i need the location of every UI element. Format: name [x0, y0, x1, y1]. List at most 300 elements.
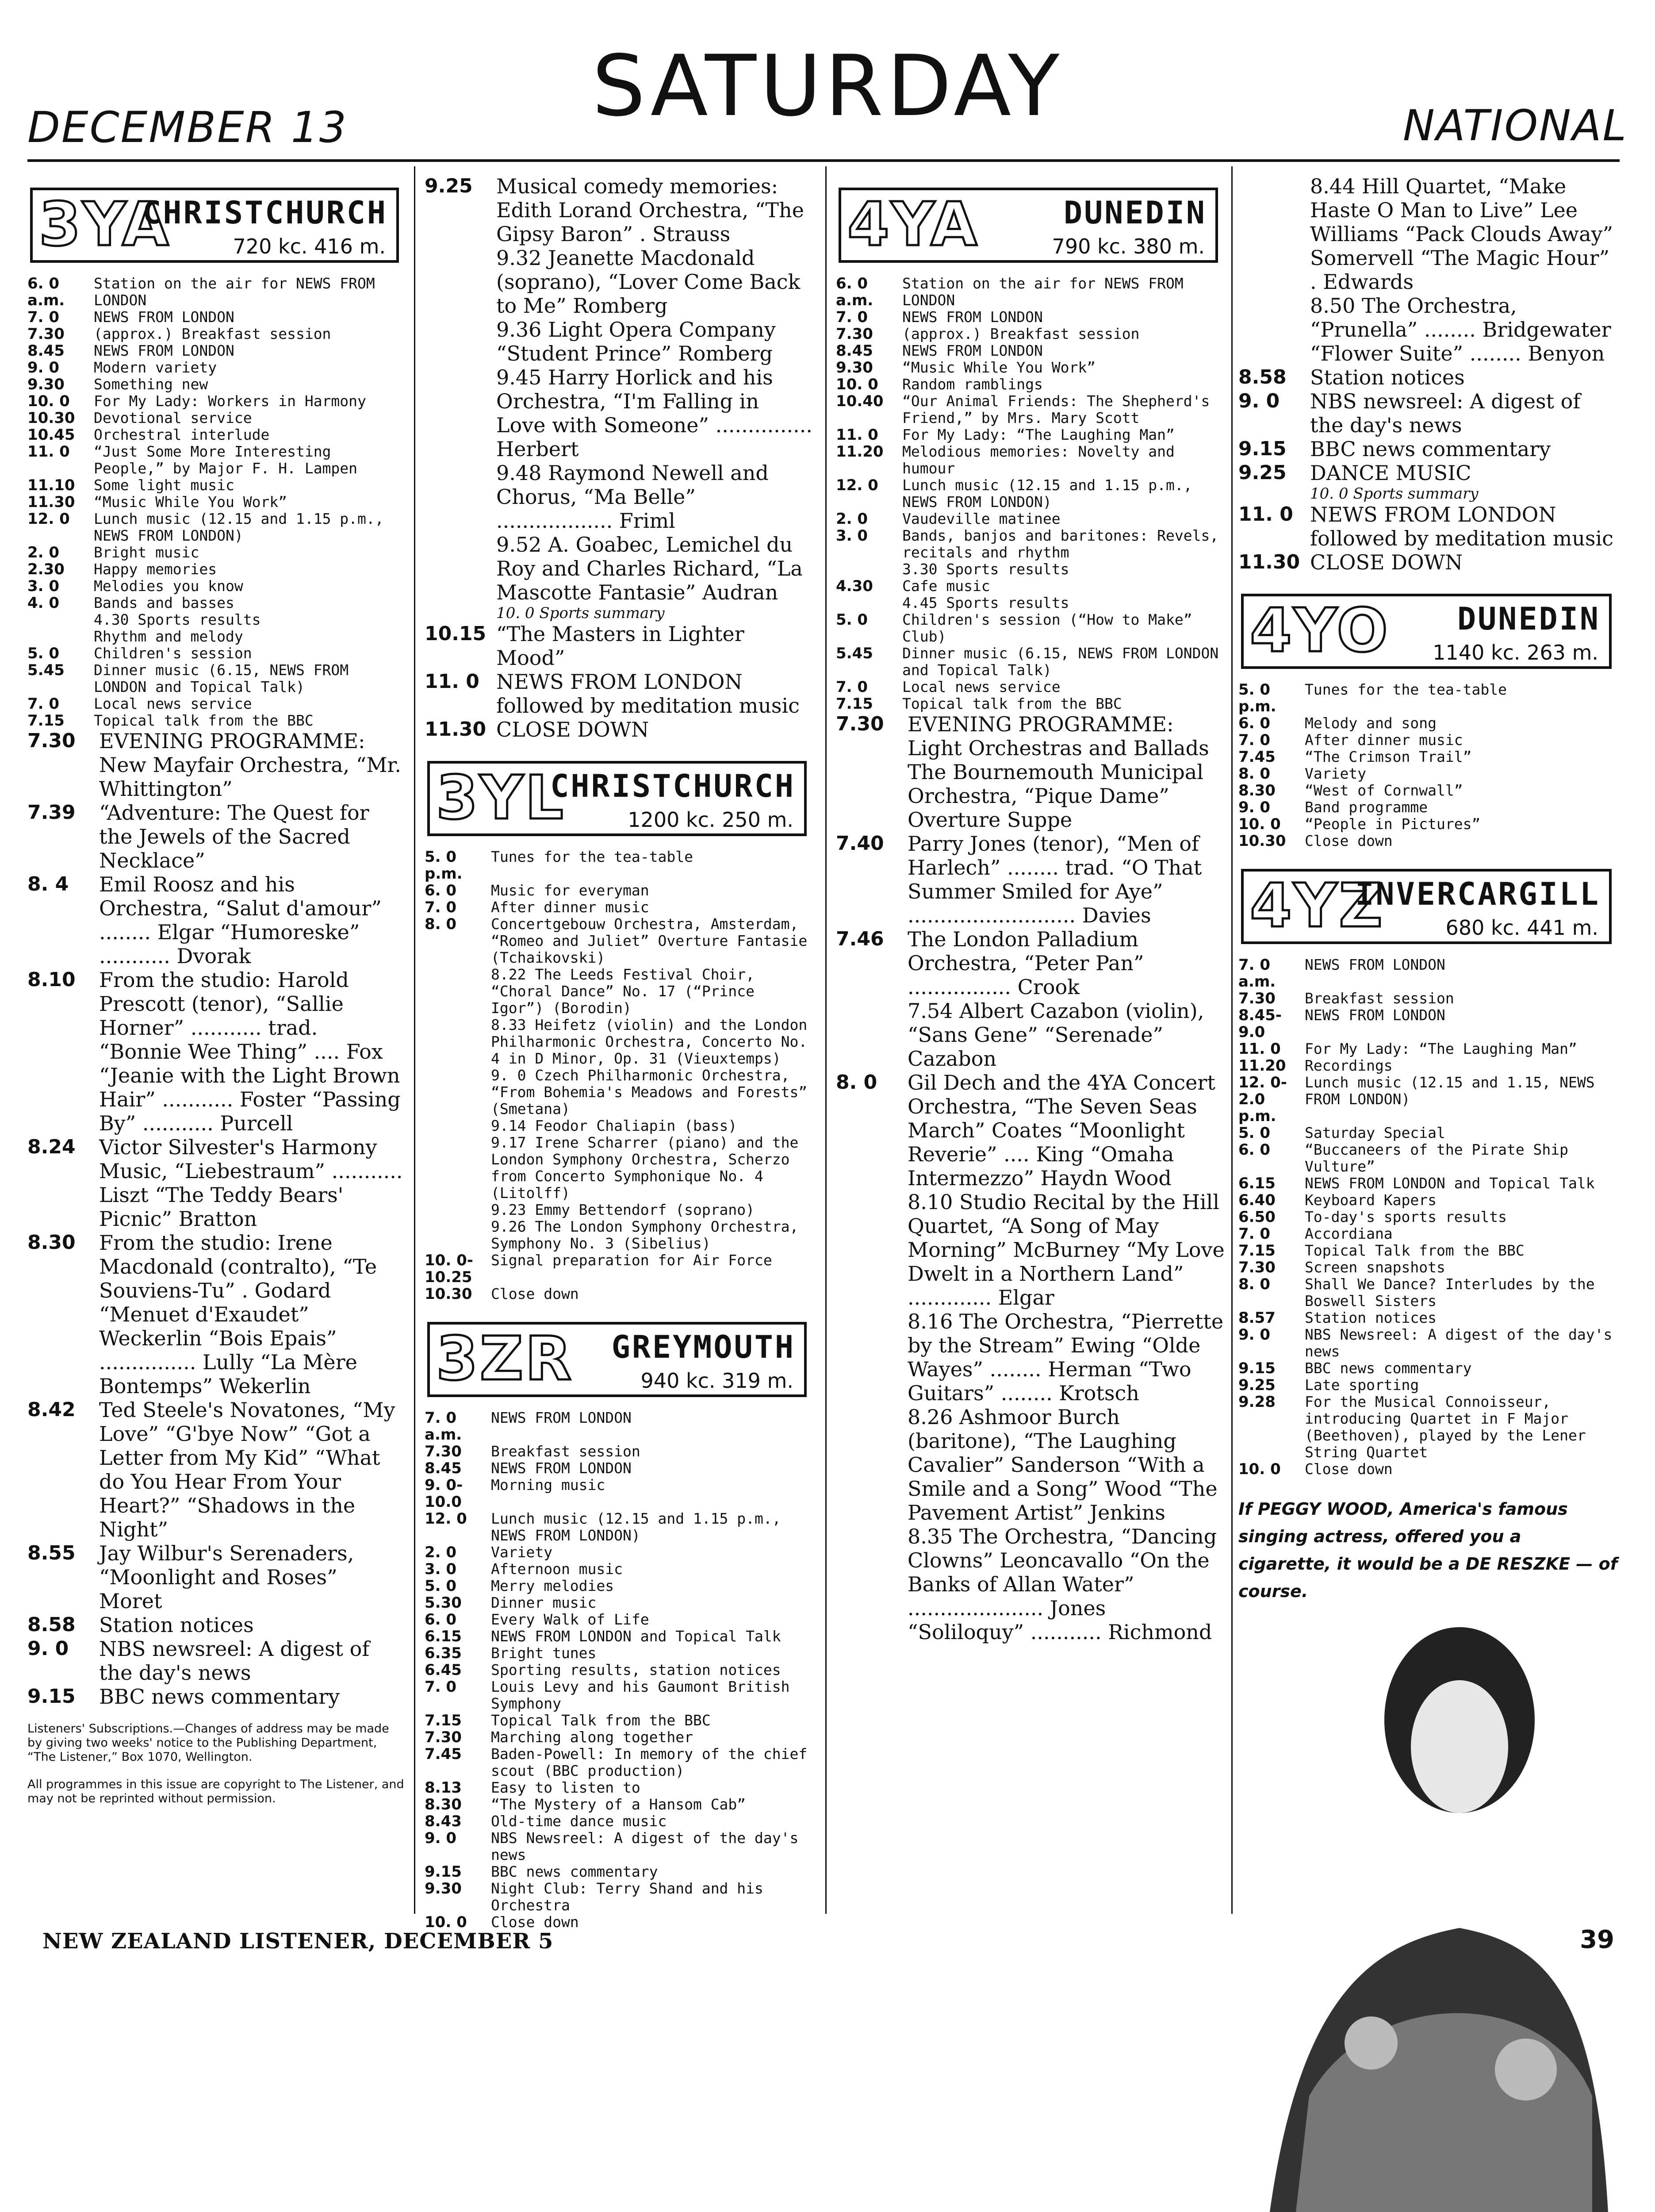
entry-text: Screen snapshots — [1305, 1259, 1445, 1276]
entry-time — [27, 628, 94, 645]
entry-text: For My Lady: “The Laughing Man” — [1305, 1040, 1577, 1057]
column-1 — [27, 168, 406, 1920]
programme-entry — [1238, 799, 1619, 816]
entry-text: Rhythm and melody — [94, 628, 243, 645]
entry-time: 7. 0 — [836, 308, 868, 326]
entry-time: 7.15 — [836, 695, 873, 713]
entry-text: To-day's sports results — [1305, 1208, 1507, 1225]
entry-text: Topical Talk from the BBC — [1305, 1242, 1525, 1259]
entry-time: 10. 0 — [1238, 1460, 1281, 1478]
entry-time — [425, 1067, 491, 1118]
station-frequency: 940 kc. 319 m. — [640, 1369, 793, 1393]
programme-entry — [27, 611, 406, 628]
programme-entry — [425, 882, 814, 899]
entry-text: NEWS FROM LONDON — [902, 342, 1043, 359]
entry-time: 7. 0 — [425, 1678, 457, 1696]
entry-time — [836, 561, 902, 578]
entry-time — [1238, 174, 1310, 294]
entry-time: 7.39 — [27, 801, 76, 824]
entry-text: Breakfast session — [1305, 990, 1454, 1007]
late-programme — [425, 622, 814, 741]
entry-time: 6.50 — [1238, 1208, 1276, 1226]
entry-time: 8.30 — [1238, 782, 1276, 799]
entry-text: Saturday Special — [1305, 1124, 1445, 1141]
entry-text: Late sporting — [1305, 1376, 1419, 1394]
programme-entry — [425, 1510, 814, 1544]
programme-entry — [836, 561, 1225, 578]
station-box-4yz — [1241, 869, 1612, 944]
entry-time: 2. 0 — [27, 544, 60, 561]
header-date: DECEMBER 13 — [27, 103, 348, 152]
schedule-list — [1238, 681, 1619, 849]
entry-time: 9.15 — [27, 1685, 76, 1708]
programme-entry — [836, 511, 1225, 527]
entry-time: 8.13 — [425, 1779, 462, 1797]
programme-entry — [1238, 1394, 1619, 1461]
programme-entry — [27, 712, 406, 729]
programme-entry — [27, 393, 406, 410]
entry-text: Station on the air for NEWS FROM LONDON — [94, 275, 375, 309]
entry-text: NEWS FROM LONDON — [491, 1409, 632, 1426]
programme-entry — [836, 645, 1225, 679]
entry-text: From the studio: Irene Macdonald (contralto), “Te Souviens-Tu” . Godard “Menuet d'Exaudet” Weckerlin “Bois Epais” ............... Lully “La Mère Bontemps” Wekerlin — [99, 1231, 377, 1398]
station-box-3zr — [427, 1322, 807, 1397]
entry-text: Variety — [491, 1544, 553, 1561]
entry-time: 7.40 — [836, 832, 884, 855]
entry-text: Louis Levy and his Gaumont British Symphony — [491, 1678, 790, 1712]
programme-entry — [1238, 1057, 1619, 1074]
entry-time: 9.25 — [1238, 461, 1287, 484]
entry-time: 8.45 — [27, 342, 65, 360]
entry-time: 9.15 — [425, 1863, 462, 1881]
entry-text: NEWS FROM LONDON followed by meditation music — [1310, 503, 1613, 550]
entry-text: Accordiana — [1305, 1225, 1393, 1242]
programme-entry — [27, 477, 406, 494]
programme-entry — [836, 578, 1225, 595]
programme-entry — [27, 1637, 406, 1685]
programme-entry — [836, 1310, 1225, 1405]
programme-entry — [836, 527, 1225, 561]
programme-entry — [1238, 1041, 1619, 1057]
entry-text: Music for everyman — [491, 882, 649, 899]
entry-text: Musical comedy memories: Edith Lorand Orchestra, “The Gipsy Baron” . Strauss — [496, 174, 804, 246]
programme-entry — [425, 1594, 814, 1611]
entry-text: Close down — [491, 1913, 579, 1931]
programme-entry — [1238, 990, 1619, 1007]
entry-time: 7. 0 — [27, 308, 60, 326]
station-box-3ya — [30, 188, 399, 263]
programme-entry — [425, 1830, 814, 1863]
programme-entry — [836, 1525, 1225, 1644]
programme-entry — [425, 461, 814, 533]
entry-text: 9.45 Harry Horlick and his Orchestra, “I'm Falling in Love with Someone” ............... Herbert — [496, 365, 812, 461]
station-box-4yo — [1241, 594, 1612, 669]
schedule-list — [836, 275, 1225, 712]
entry-text: Gil Dech and the 4YA Concert Orchestra, “The Seven Seas March” Coates “Moonlight Reverie” .... King “Omaha Intermezzo” Haydn Wood — [908, 1071, 1215, 1190]
entry-text: Station on the air for NEWS FROM LONDON — [902, 275, 1184, 309]
entry-time — [27, 611, 94, 628]
entry-text: Bands and basses — [94, 594, 234, 611]
programme-entry — [425, 1218, 814, 1252]
entry-time: 9. 0 — [1238, 390, 1280, 412]
entry-text: NBS Newsreel: A digest of the day's news — [1305, 1326, 1613, 1360]
entry-time: 6. 0 — [1238, 714, 1271, 732]
programme-entry — [425, 318, 814, 365]
programme-entry — [27, 443, 406, 477]
entry-time: 6.15 — [1238, 1175, 1276, 1192]
programme-entry — [27, 1541, 406, 1613]
entry-text: Melodies you know — [94, 577, 243, 595]
entry-time: 9.25 — [1238, 1376, 1276, 1394]
entry-text: NEWS FROM LONDON — [94, 342, 234, 359]
entry-text: Recordings — [1305, 1057, 1393, 1074]
programme-entry — [1238, 1276, 1619, 1310]
entry-time: 7. 0 — [27, 695, 60, 713]
entry-text: NEWS FROM LONDON — [902, 308, 1043, 326]
programme-entry — [1238, 461, 1619, 485]
entry-text: Shall We Dance? Interludes by the Boswell Sisters — [1305, 1275, 1595, 1310]
programme-entry — [27, 359, 406, 376]
entry-time — [836, 1525, 908, 1644]
programme-entry — [836, 611, 1225, 645]
programme-entry — [425, 1544, 814, 1561]
programme-entry — [836, 712, 1225, 832]
entry-time: 7.46 — [836, 928, 884, 950]
entry-text: DANCE MUSIC — [1310, 461, 1471, 485]
programme-entry — [425, 1729, 814, 1746]
programme-entry — [27, 872, 406, 968]
programme-entry — [27, 968, 406, 1135]
column-divider — [414, 166, 415, 1914]
station-city: INVERCARGILL — [1355, 876, 1600, 912]
programme-entry — [1238, 1125, 1619, 1141]
station-call: 3ZR — [436, 1324, 573, 1394]
entry-text: Variety — [1305, 765, 1367, 782]
header-rule — [27, 159, 1620, 162]
entry-time: 7.15 — [425, 1712, 462, 1729]
entry-text: NBS newsreel: A digest of the day's news — [99, 1637, 370, 1685]
programme-entry — [1238, 833, 1619, 849]
entry-text: Children's session (“How to Make” Club) — [902, 611, 1192, 645]
programme-entry — [1238, 1141, 1619, 1175]
entry-text: Close down — [1305, 1460, 1393, 1478]
advertisement-portrait-image — [1238, 1609, 1610, 2212]
entry-time: 3. 0 — [27, 577, 60, 595]
entry-time: 7.30 — [27, 730, 76, 752]
entry-time: 9. 0 — [425, 1829, 457, 1847]
programme-entry — [27, 729, 406, 801]
programme-entry — [425, 533, 814, 604]
entry-time — [425, 318, 496, 365]
entry-text: BBC news commentary — [1305, 1359, 1472, 1377]
subscription-notice: Listeners' Subscriptions.—Changes of address may be made by giving two weeks' notice to the Publishing Department, “The Listener,” Box 1070, Wellington. — [27, 1722, 389, 1764]
programme-entry — [425, 1712, 814, 1729]
entry-time: 4.30 — [836, 577, 873, 595]
entry-time: 10.40 — [836, 392, 884, 410]
entry-text: Breakfast session — [491, 1443, 640, 1460]
entry-text: Afternoon music — [491, 1560, 623, 1578]
entry-text: Lunch music (12.15 and 1.15 p.m., NEWS FROM LONDON) — [94, 510, 384, 544]
programme-entry — [27, 578, 406, 595]
entry-text: 8.35 The Orchestra, “Dancing Clowns” Leoncavallo “On the Banks of Allan Water” ..................... Jones “Soliloquy” ........... Richmond — [908, 1525, 1217, 1644]
entry-time: 8.42 — [27, 1398, 76, 1421]
entry-time: 11.20 — [836, 443, 884, 461]
entry-text: Station notices — [1305, 1309, 1437, 1326]
programme-entry — [1238, 816, 1619, 833]
entry-text: Local news service — [902, 678, 1061, 695]
entry-text: NBS Newsreel: A digest of the day's news — [491, 1829, 799, 1863]
entry-text: After dinner music — [491, 899, 649, 916]
entry-time: 2.30 — [27, 561, 65, 578]
entry-text: NEWS FROM LONDON and Topical Talk — [1305, 1175, 1595, 1192]
late-programme — [1238, 503, 1619, 574]
entry-time: 9.30 — [27, 376, 65, 393]
entry-time: 8. 0 — [836, 1071, 877, 1094]
entry-time: 11. 0 — [425, 670, 479, 693]
programme-entry — [1238, 365, 1619, 389]
entry-text: Signal preparation for Air Force — [491, 1252, 772, 1269]
programme-entry — [836, 309, 1225, 326]
column-3 — [836, 168, 1225, 1920]
entry-text: Station notices — [99, 1613, 254, 1637]
entry-text: Marching along together — [491, 1728, 693, 1746]
programme-entry — [425, 1796, 814, 1813]
sports-summary: 10. 0 Sports summary — [1310, 485, 1479, 503]
entry-text: BBC news commentary — [99, 1685, 340, 1709]
entry-time — [425, 1017, 491, 1067]
entry-text: 9.14 Feodor Chaliapin (bass) — [491, 1117, 737, 1134]
entry-text: Devotional service — [94, 409, 252, 426]
entry-time: 9.30 — [425, 1880, 462, 1897]
programme-entry — [836, 1405, 1225, 1525]
programme-entry — [425, 1813, 814, 1830]
station-box-4ya — [839, 188, 1218, 263]
entry-text: 8.22 The Leeds Festival Choir, “Choral Dance” No. 17 (“Prince Igor”) (Borodin) — [491, 966, 755, 1017]
entry-text: Close down — [491, 1285, 579, 1302]
entry-time: 8. 4 — [27, 873, 69, 895]
entry-time: 10.30 — [425, 1285, 472, 1303]
entry-time: 8.45-9.0 — [1238, 1006, 1282, 1041]
entry-text: 3.30 Sports results — [902, 561, 1069, 578]
programme-entry — [1238, 1360, 1619, 1377]
entry-text: 9.36 Light Opera Company “Student Prince” Romberg — [496, 318, 776, 365]
entry-time: 9.15 — [1238, 438, 1287, 460]
entry-text: BBC news commentary — [491, 1863, 658, 1880]
entry-time: 6.35 — [425, 1644, 462, 1662]
station-city: CHRISTCHURCH — [142, 195, 387, 231]
programme-entry — [1238, 1192, 1619, 1209]
entry-time — [836, 1190, 908, 1310]
programme-entry — [425, 1409, 814, 1443]
entry-time: 10.15 — [425, 622, 487, 645]
entry-time: 8.10 — [27, 968, 76, 991]
programme-entry — [425, 718, 814, 741]
programme-entry — [1238, 749, 1619, 765]
station-call: 3YA — [39, 190, 171, 260]
programme-entry — [1238, 1242, 1619, 1259]
programme-entry — [425, 365, 814, 461]
entry-text: Emil Roosz and his Orchestra, “Salut d'amour” ........ Elgar “Humoreske” ........... Dvorak — [99, 872, 382, 968]
programme-entry — [1238, 956, 1619, 990]
entry-time: 9.15 — [1238, 1359, 1276, 1377]
entry-time: 10.45 — [27, 426, 75, 444]
entry-text: For My Lady: Workers in Harmony — [94, 392, 366, 410]
entry-text: Orchestral interlude — [94, 426, 270, 443]
entry-text: 8.33 Heifetz (violin) and the London Philharmonic Orchestra, Concerto No. 4 in D Minor, Op. 31 (Vieuxtemps) — [491, 1016, 808, 1067]
programme-entry — [425, 1067, 814, 1118]
station-city: DUNEDIN — [1063, 195, 1207, 231]
station-city: DUNEDIN — [1457, 601, 1600, 637]
entry-time: 11.30 — [1238, 551, 1300, 573]
programme-entry — [1238, 294, 1619, 365]
programme-entry — [425, 1202, 814, 1218]
entry-time — [836, 1405, 908, 1525]
programme-entry — [27, 695, 406, 712]
entry-text: Dinner music — [491, 1594, 597, 1611]
programme-entry — [836, 927, 1225, 999]
entry-text: CLOSE DOWN — [496, 718, 649, 741]
entry-time: 6.40 — [1238, 1191, 1276, 1209]
header-network: NATIONAL — [1403, 101, 1628, 150]
entry-time — [425, 365, 496, 461]
entry-time: 2. 0 — [425, 1544, 457, 1561]
entry-text: “The Masters in Lighter Mood” — [496, 622, 744, 670]
footer-publication: NEW ZEALAND LISTENER, DECEMBER 5 — [42, 1929, 554, 1954]
entry-time: 6. 0 — [1238, 1141, 1271, 1159]
programme-entry — [1238, 437, 1619, 461]
entry-text: NEWS FROM LONDON — [491, 1459, 632, 1477]
programme-entry — [27, 628, 406, 645]
station-city: CHRISTCHURCH — [550, 768, 795, 804]
programme-entry — [425, 1460, 814, 1477]
entry-text: “People in Pictures” — [1305, 815, 1481, 833]
programme-entry — [1238, 1259, 1619, 1276]
entry-text: Topical Talk from the BBC — [491, 1712, 711, 1729]
programme-entry — [836, 595, 1225, 611]
entry-text: Random ramblings — [902, 376, 1043, 393]
entry-text: Topical talk from the BBC — [902, 695, 1122, 712]
entry-time: 8. 0 — [1238, 765, 1271, 783]
programme-entry — [1238, 732, 1619, 749]
entry-text: For My Lady: “The Laughing Man” — [902, 426, 1175, 443]
entry-text: Lunch music (12.15 and 1.15 p.m., NEWS FROM LONDON) — [902, 476, 1192, 511]
programme-entry — [1238, 782, 1619, 799]
entry-text: Close down — [1305, 832, 1393, 849]
entry-text: “Just Some More Interesting People,” by Major F. H. Lampen — [94, 443, 358, 477]
programme-entry — [425, 1914, 814, 1931]
entry-text: Keyboard Kapers — [1305, 1191, 1437, 1209]
entry-time — [425, 461, 496, 533]
entry-text: Melodious memories: Novelty and humour — [902, 443, 1175, 477]
entry-text: Bands, banjos and baritones: Revels, recitals and rhythm — [902, 527, 1219, 561]
entry-time: 6. 0 — [425, 882, 457, 899]
entry-text: Tunes for the tea-table — [491, 848, 693, 865]
entry-time — [425, 1134, 491, 1202]
entry-text: “Music While You Work” — [94, 493, 287, 511]
entry-time: 11. 0 — [836, 426, 878, 444]
programme-entry — [425, 1561, 814, 1578]
entry-time: 7. 0 — [425, 899, 457, 916]
entry-text: Topical talk from the BBC — [94, 712, 314, 729]
entry-time: 10. 0 — [836, 376, 878, 393]
entry-time: 6. 0 — [425, 1611, 457, 1628]
programme-entry — [425, 1578, 814, 1594]
entry-text: Some light music — [94, 476, 234, 494]
entry-text: NEWS FROM LONDON — [1305, 956, 1445, 973]
programme-entry — [425, 1678, 814, 1712]
entry-text: Station notices — [1310, 365, 1465, 389]
entry-text: Sporting results, station notices — [491, 1661, 781, 1678]
entry-text: 9.23 Emmy Bettendorf (soprano) — [491, 1201, 755, 1218]
entry-text: 8.16 The Orchestra, “Pierrette by the Stream” Ewing “Olde Wayes” ........ Herman “Two Guitars” ........ Krotsch — [908, 1310, 1224, 1405]
entry-time — [425, 533, 496, 604]
programme-entry — [425, 966, 814, 1017]
programme-entry — [27, 1398, 406, 1541]
entry-time: 8.45 — [425, 1459, 462, 1477]
programme-entry — [27, 801, 406, 872]
entry-time: 9. 0 — [1238, 799, 1271, 816]
entry-time — [425, 966, 491, 1017]
entry-time: 7. 0 — [1238, 731, 1271, 749]
entry-text: Easy to listen to — [491, 1779, 640, 1796]
schedule-list — [27, 275, 406, 729]
programme-entry — [1238, 1074, 1619, 1125]
entry-time: 7.15 — [27, 712, 65, 730]
entry-text: 8.10 Studio Recital by the Hill Quartet, “A Song of May Morning” McBurney “My Love Dwelt in a Northern Land” ............. Elgar — [908, 1190, 1225, 1310]
station-city: GREYMOUTH — [611, 1329, 795, 1365]
entry-time: 9.28 — [1238, 1393, 1276, 1411]
entry-text: “The Crimson Trail” — [1305, 748, 1472, 765]
entry-text: 4.45 Sports results — [902, 594, 1069, 611]
entry-text: “Music While You Work” — [902, 359, 1096, 376]
programme-entry — [1238, 1225, 1619, 1242]
entry-text: NEWS FROM LONDON and Topical Talk — [491, 1628, 781, 1645]
evening-programme — [27, 729, 406, 1709]
station-call: 4YZ — [1250, 871, 1384, 941]
programme-entry — [27, 275, 406, 309]
programme-entry — [27, 426, 406, 443]
entry-time: 8.57 — [1238, 1309, 1276, 1327]
entry-text: “Our Animal Friends: The Shepherd's Friend,” by Mrs. Mary Scott — [902, 392, 1210, 426]
entry-text: Something new — [94, 376, 208, 393]
entry-time: 11. 0 — [1238, 1040, 1281, 1058]
entry-text: Lunch music (12.15 and 1.15, NEWS FROM LONDON) — [1305, 1074, 1595, 1108]
programme-entry — [1238, 1377, 1619, 1394]
programme-entry — [425, 1118, 814, 1134]
programme-entry — [425, 1611, 814, 1628]
programme-entry — [1238, 550, 1619, 574]
entry-text: NBS newsreel: A digest of the day's news — [1310, 389, 1581, 437]
entry-text: For the Musical Connoisseur, introducing Quartet in F Major (Beethoven), played by the Lener String Quartet — [1305, 1393, 1586, 1461]
page-header — [0, 0, 1655, 177]
schedule-list — [1238, 956, 1619, 1478]
station-call: 4YA — [847, 190, 979, 260]
programme-entry — [27, 645, 406, 662]
entry-time: 10. 0 — [1238, 815, 1281, 833]
programme-entry — [27, 326, 406, 342]
programme-entry — [836, 477, 1225, 511]
programme-entry — [1238, 174, 1619, 294]
entry-text: 9.48 Raymond Newell and Chorus, “Ma Belle” .................. Friml — [496, 461, 769, 533]
station-frequency: 720 kc. 416 m. — [233, 234, 386, 258]
entry-text: Tunes for the tea-table — [1305, 681, 1507, 698]
programme-entry — [425, 1017, 814, 1067]
programme-entry — [27, 494, 406, 511]
entry-time: 7.30 — [1238, 990, 1276, 1007]
entry-text: 9.32 Jeanette Macdonald (soprano), “Lover Come Back to Me” Romberg — [496, 246, 801, 318]
entry-time: 9. 0 — [27, 1637, 69, 1660]
programme-entry — [27, 1135, 406, 1231]
